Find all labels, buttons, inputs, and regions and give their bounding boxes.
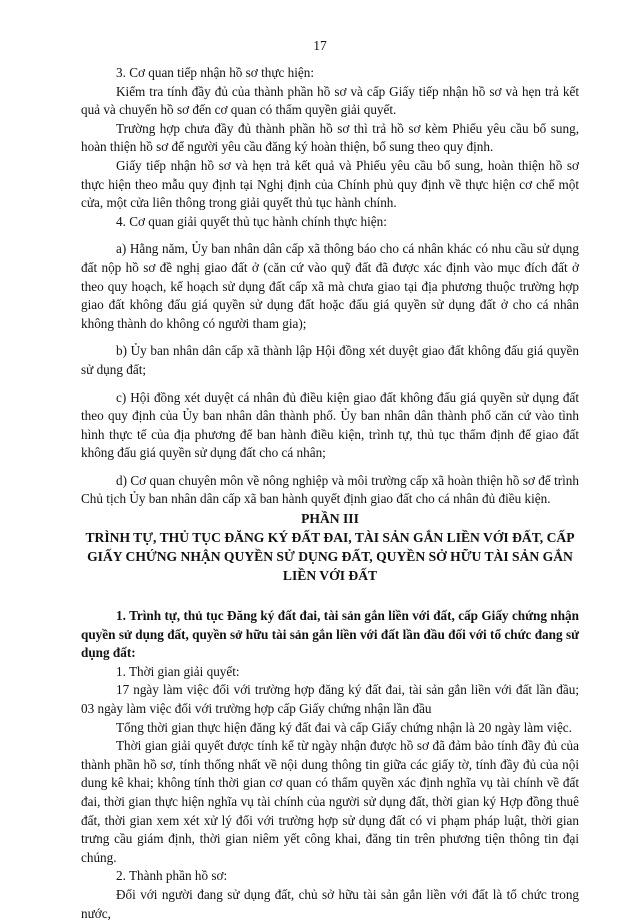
page-number: 17 bbox=[313, 38, 327, 53]
paragraph: d) Cơ quan chuyên môn về nông nghiệp và môi trường cấp xã hoàn thiện hồ sơ để trình Chủ tịch Ủy ban nhân dân cấp xã ban hành quyết định giao đất cho cá nhân đủ điều kiện. bbox=[81, 472, 579, 507]
paragraph: a) Hằng năm, Ủy ban nhân dân cấp xã thông báo cho cá nhân khác có nhu cầu sử dụng đất nộp hồ sơ đề nghị giao đất ở (căn cứ vào quỹ đất đã được xác định vào mục đích đất ở theo quy hoạch, kế hoạch sử dụng đất cấp xã mà chưa giao tại địa phương thuộc trường hợp giao đất không đấu giá quyền sử dụng đất hoặc đấu giá quyền sử dụng đất ở cho cá nhân không thành do không có người tham gia); bbox=[81, 241, 579, 331]
paragraph: Giấy tiếp nhận hồ sơ và hẹn trả kết quả và Phiếu yêu cầu bổ sung, hoàn thiện hồ sơ thực hiện theo mẫu quy định tại Nghị định của Chính phủ quy định về thực hiện cơ chế một cửa, một cửa liên thông trong giải quyết thủ tục hành chính. bbox=[81, 157, 579, 211]
paragraph: Tổng thời gian thực hiện đăng ký đất đai và cấp Giấy chứng nhận là 20 ngày làm việc. bbox=[116, 719, 572, 735]
paragraph: 17 ngày làm việc đối với trường hợp đăng ký đất đai, tài sản gắn liền với đất lần đầu; 03 ngày làm việc đối với trường hợp cấp Giấy chứng nhận lần đầu bbox=[81, 682, 579, 717]
paragraph: c) Hội đồng xét duyệt cá nhân đủ điều kiện giao đất không đấu giá quyền sử dụng đất theo quy định của Ủy ban nhân dân thành phố. Ủy ban nhân dân thành phố căn cứ vào tình hình thực tế của địa phương để ban hành điều kiện, trình tự, thủ tục thẩm định để giao đất không đấu giá quyền sử dụng đất cho cá nhân; bbox=[81, 389, 579, 461]
paragraph: Đối với người đang sử dụng đất, chủ sở hữu tài sản gắn liền với đất là tổ chức trong nước, bbox=[81, 886, 579, 921]
document-body bbox=[81, 64, 579, 923]
paragraph: b) Ủy ban nhân dân cấp xã thành lập Hội đồng xét duyệt giao đất không đấu giá quyền sử dụng đất; bbox=[81, 343, 579, 377]
paragraph: 4. Cơ quan giải quyết thủ tục hành chính thực hiện: bbox=[116, 213, 387, 229]
part-label: PHẦN III bbox=[301, 511, 359, 527]
section-heading: 1. Trình tự, thủ tục Đăng ký đất đai, tài sản gắn liền với đất, cấp Giấy chứng nhận quyền sử dụng đất, quyền sở hữu tài sản gắn liền với đất lần đầu đối với tổ chức đang sử dụng đất: bbox=[81, 608, 579, 661]
paragraph: Trường hợp chưa đầy đủ thành phần hồ sơ thì trả hồ sơ kèm Phiếu yêu cầu bổ sung, hoàn thiện hồ sơ để người yêu cầu đăng ký hoàn thiện, bổ sung theo quy định. bbox=[81, 120, 579, 155]
paragraph: Kiểm tra tính đầy đủ của thành phần hồ sơ và cấp Giấy tiếp nhận hồ sơ và hẹn trả kết quả và chuyển hồ sơ đến cơ quan có thẩm quyền giải quyết. bbox=[81, 83, 579, 118]
part-title: TRÌNH TỰ, THỦ TỤC ĐĂNG KÝ ĐẤT ĐAI, TÀI SẢN GẮN LIỀN VỚI ĐẤT, CẤP GIẤY CHỨNG NHẬN QUYỀN SỬ DỤNG ĐẤT, QUYỀN SỞ HỮU TÀI SẢN GẮN LIỀN VỚI ĐẤT bbox=[85, 530, 575, 584]
part-heading bbox=[81, 509, 579, 585]
paragraph: 2. Thành phần hồ sơ: bbox=[116, 868, 228, 884]
paragraph: Thời gian giải quyết được tính kể từ ngày nhận được hồ sơ đã đảm bảo tính đầy đủ của thành phần hồ sơ, tính thống nhất về nội dung thông tin giữa các giấy tờ, tính đầy đủ của nội dung kê khai; không tính thời gian cơ quan có thẩm quyền xác định nghĩa vụ tài chính về đất đai, thời gian thực hiện nghĩa vụ tài chính của người sử dụng đất, thời gian ký Hợp đồng thuê đất, thời gian xem xét xử lý đối với trường hợp sử dụng đất có vi phạm pháp luật, thời gian trưng cầu giám định, thời gian niêm yết công khai, đăng tin trên phương tiện thông tin đại chúng. bbox=[81, 738, 579, 865]
paragraph: 3. Cơ quan tiếp nhận hồ sơ thực hiện: bbox=[116, 65, 314, 80]
paragraph: 1. Thời gian giải quyết: bbox=[116, 663, 240, 679]
